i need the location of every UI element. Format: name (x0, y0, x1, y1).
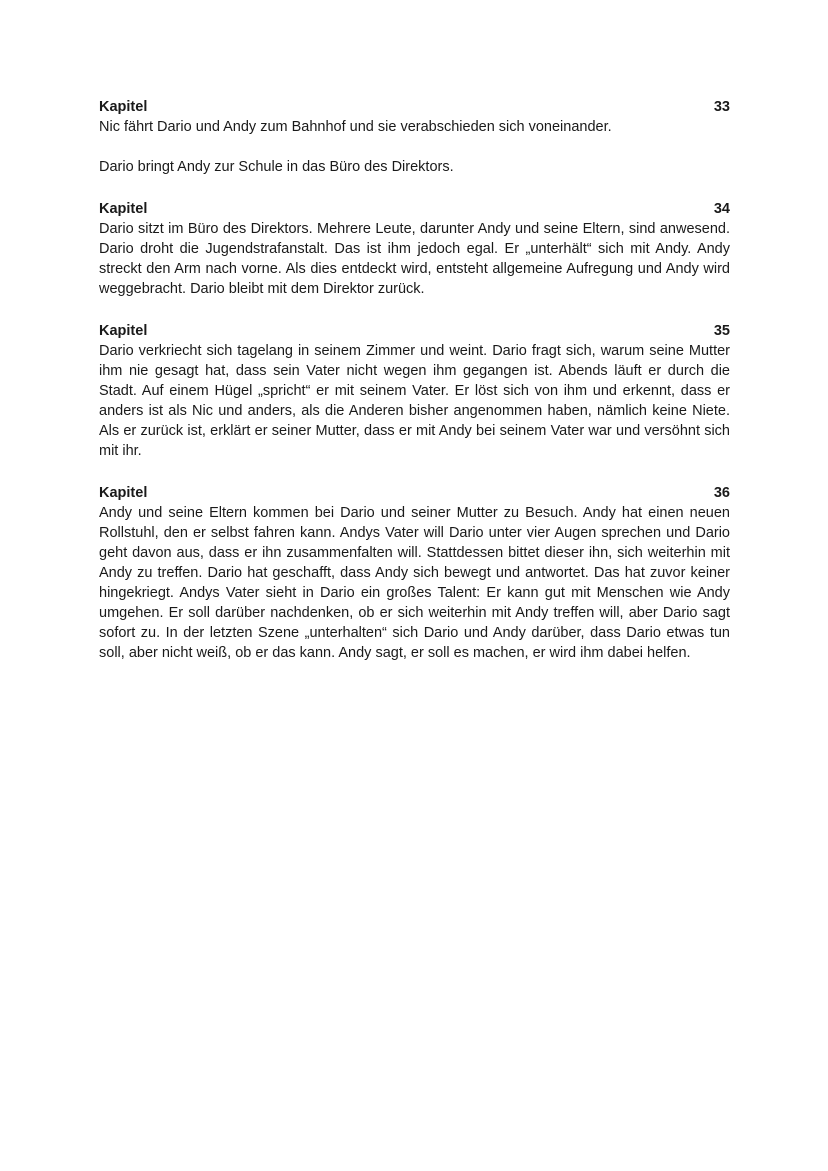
chapter-33 (99, 97, 730, 177)
chapter-heading (99, 199, 730, 219)
chapter-heading (99, 97, 730, 117)
chapter-number: 33 (713, 99, 730, 115)
chapter-body (99, 341, 730, 461)
chapter-number: 34 (713, 201, 730, 217)
chapter-body (99, 117, 730, 177)
chapter-number: 35 (713, 323, 730, 339)
chapter-label: Kapitel (99, 485, 148, 501)
chapter-heading (99, 321, 730, 341)
chapter-label: Kapitel (99, 99, 148, 115)
chapter-body (99, 219, 730, 299)
chapter-36 (99, 483, 730, 663)
chapter-34 (99, 199, 730, 299)
chapter-number: 36 (713, 485, 730, 501)
chapter-heading (99, 483, 730, 503)
chapter-body (99, 503, 730, 663)
chapter-paragraph: Dario sitzt im Büro des Direktors. Mehrere Leute, darunter Andy und seine Eltern, sind anwesend. Dario droht die Jugendstrafanstalt. Das ist ihm jedoch egal. Er „unterhält“ sich mit Andy. Andy streckt den Arm nach vorne. Als dies entdeckt wird, entsteht allgemeine Aufregung und Andy wird weggebracht. Dario bleibt mit dem Direktor zurück. (99, 221, 730, 297)
chapter-paragraph: Dario bringt Andy zur Schule in das Büro des Direktors. (99, 159, 454, 175)
chapter-paragraph: Dario verkriecht sich tagelang in seinem Zimmer und weint. Dario fragt sich, warum seine Mutter ihm nie gesagt hat, dass sein Vater nicht wegen ihm gegangen ist. Abends läuft er durch die Stadt. Auf einem Hügel „spricht“ er mit seinem Vater. Er löst sich von ihm und erkennt, dass er anders ist als Nic und anders, als die Anderen bisher angenommen haben, nämlich keine Niete. Als er zurück ist, erklärt er seiner Mutter, dass er mit Andy bei seinem Vater war und versöhnt sich mit ihr. (99, 343, 730, 459)
document-page (99, 97, 730, 685)
chapter-35 (99, 321, 730, 461)
chapter-label: Kapitel (99, 201, 148, 217)
chapter-label: Kapitel (99, 323, 148, 339)
chapter-paragraph: Andy und seine Eltern kommen bei Dario und seiner Mutter zu Besuch. Andy hat einen neuen Rollstuhl, den er selbst fahren kann. Andys Vater will Dario unter vier Augen sprechen und Dario geht davon aus, dass er ihn zusammenfalten will. Stattdessen bittet dieser ihn, sich weiterhin mit Andy zu treffen. Dario hat geschafft, dass Andy sich bewegt und antwortet. Das hat zuvor keiner hingekriegt. Andys Vater sieht in Dario ein großes Talent: Er kann gut mit Menschen wie Andy umgehen. Er soll darüber nachdenken, ob er sich weiterhin mit Andy treffen will, aber Dario sagt sofort zu. In der letzten Szene „unterhalten“ sich Dario und Andy darüber, dass Dario etwas tun soll, aber nicht weiß, ob er das kann. Andy sagt, er soll es machen, er wird ihm dabei helfen. (99, 505, 730, 661)
chapter-paragraph: Nic fährt Dario und Andy zum Bahnhof und sie verabschieden sich voneinander. (99, 119, 612, 135)
